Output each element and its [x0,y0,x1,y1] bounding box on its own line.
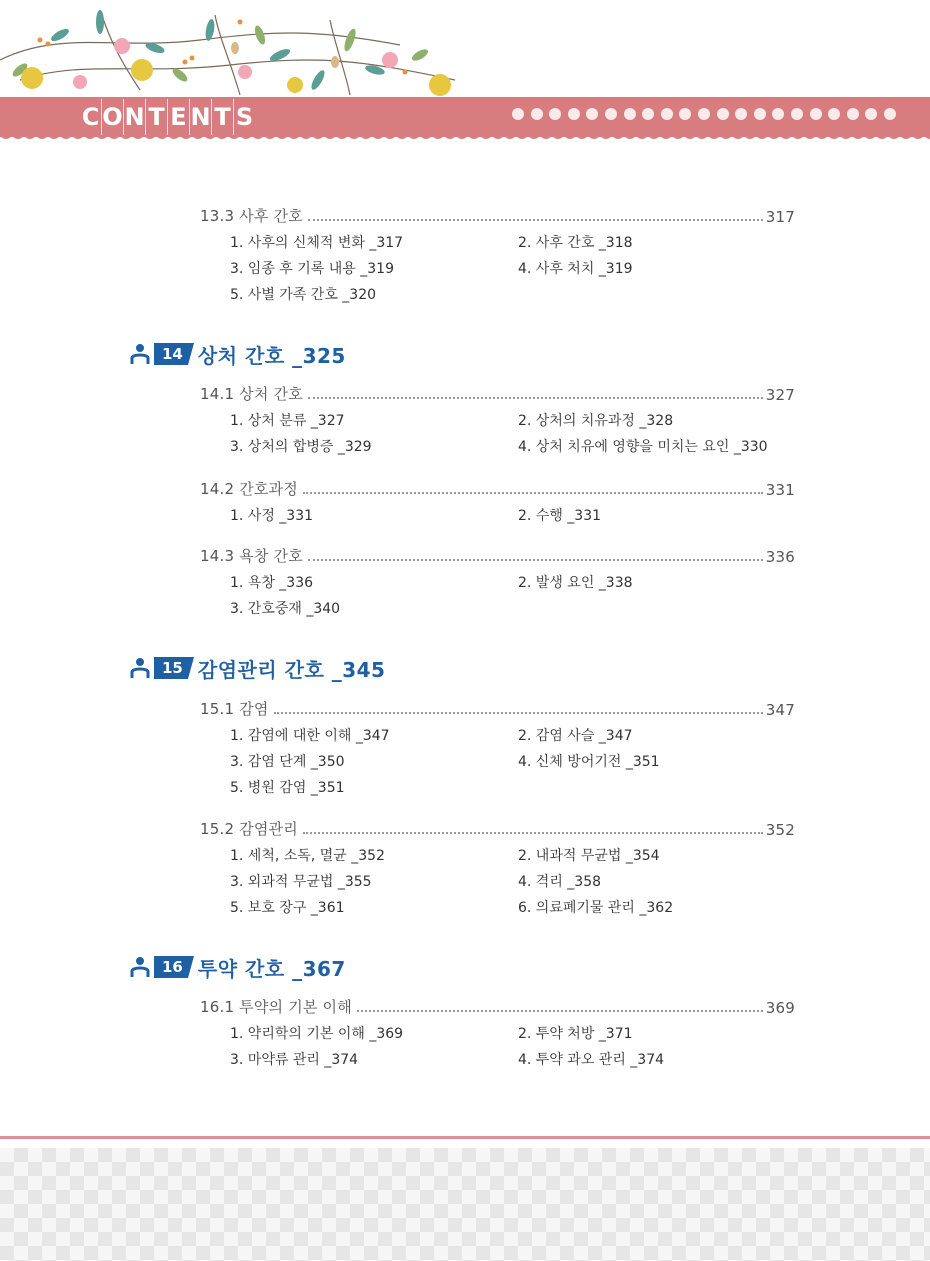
toc-item[interactable]: 2. 감염 사슬 _347 [518,728,633,744]
toc-section-15-2[interactable] [200,815,795,839]
section-title: 13.3 사후 간호 [200,207,303,225]
toc-item[interactable]: 3. 외과적 무균법 _355 [230,874,372,890]
contents-letter: C [81,103,100,131]
toc-item[interactable]: 4. 사후 처치 _319 [518,261,633,277]
banner-dot [586,108,598,120]
toc-section-15-1[interactable] [200,695,795,719]
banner-dot [847,108,859,120]
banner-dot [624,108,636,120]
dot-leader [357,1010,763,1012]
chapter-title: 상처 간호 _325 [197,343,346,368]
contents-letter: E [167,99,189,135]
banner-dot [512,108,524,120]
toc-section-16-1[interactable] [200,993,795,1017]
dot-leader [303,832,763,834]
banner-dot [661,108,673,120]
toc-item[interactable]: 4. 투약 과오 관리 _374 [518,1052,665,1068]
banner-dot [698,108,710,120]
toc-item[interactable]: 1. 사정 _331 [230,508,314,524]
contents-letter: N [123,99,145,135]
toc-item[interactable]: 1. 세척, 소독, 멸균 _352 [230,848,385,864]
section-title: 15.1 감염 [200,700,269,718]
chapter-number-badge: 14 [154,343,188,365]
banner-dot [717,108,729,120]
toc-item[interactable]: 2. 상처의 치유과정 _328 [518,413,674,429]
section-page-number: 352 [765,821,795,839]
banner-dot [531,108,543,120]
banner-dot [865,108,877,120]
toc-item[interactable]: 2. 내과적 무균법 _354 [518,848,660,864]
chapter-title: 감염관리 간호 _345 [197,657,386,682]
banner-dot [772,108,784,120]
contents-letter: T [145,99,167,135]
banner-dot [679,108,691,120]
person-icon [130,657,150,679]
toc-item[interactable]: 4. 격리 _358 [518,874,602,890]
contents-letter: O [101,99,123,135]
section-title: 14.1 상처 간호 [200,385,303,403]
section-title: 16.1 투약의 기본 이해 [200,998,352,1016]
banner-dots [512,108,896,120]
banner-dot [735,108,747,120]
dot-leader [308,559,763,561]
toc-item[interactable]: 5. 사별 가족 간호 _320 [230,287,377,303]
section-title: 14.2 간호과정 [200,480,298,498]
section-page-number: 327 [765,386,795,404]
dot-leader [303,492,763,494]
toc-section-13-3[interactable] [200,202,795,226]
footer-checker-pattern [0,1148,930,1261]
contents-letter: T [211,99,233,135]
toc-item[interactable]: 3. 상처의 합병증 _329 [230,439,372,455]
person-icon [130,956,150,978]
toc-item[interactable]: 5. 보호 장구 _361 [230,900,345,916]
chapter-15-heading[interactable] [130,655,385,681]
banner-dot [828,108,840,120]
section-title: 15.2 감염관리 [200,820,298,838]
toc-section-14-3[interactable] [200,542,795,566]
person-icon [130,343,150,365]
section-page-number: 317 [765,208,795,226]
floral-decoration [0,0,470,100]
dot-leader [274,712,763,714]
section-page-number: 369 [765,999,795,1017]
section-page-number: 331 [765,481,795,499]
toc-item[interactable]: 2. 투약 처방 _371 [518,1026,633,1042]
banner-dot [568,108,580,120]
toc-item[interactable]: 1. 감염에 대한 이해 _347 [230,728,390,744]
banner-dot [810,108,822,120]
toc-item[interactable]: 3. 마약류 관리 _374 [230,1052,359,1068]
toc-item[interactable]: 4. 상처 치유에 영향을 미치는 요인 _330 [518,439,768,455]
toc-item[interactable]: 6. 의료폐기물 관리 _362 [518,900,674,916]
toc-item[interactable]: 2. 수행 _331 [518,508,602,524]
contents-letter: N [189,99,211,135]
banner-dot [605,108,617,120]
footer-divider [0,1136,930,1139]
dot-leader [308,219,763,221]
contents-letter: S [233,99,255,135]
section-title: 14.3 욕창 간호 [200,547,303,565]
toc-item[interactable]: 1. 상처 분류 _327 [230,413,345,429]
dot-leader [308,397,763,399]
toc-item[interactable]: 1. 욕창 _336 [230,575,314,591]
chapter-title: 투약 간호 _367 [197,956,346,981]
toc-item[interactable]: 5. 병원 감염 _351 [230,780,345,796]
toc-item[interactable]: 4. 신체 방어기전 _351 [518,754,660,770]
chapter-14-heading[interactable] [130,341,346,367]
toc-item[interactable]: 3. 감염 단계 _350 [230,754,345,770]
toc-item[interactable]: 1. 사후의 신체적 변화 _317 [230,235,404,251]
section-page-number: 347 [765,701,795,719]
chapter-number-badge: 16 [154,956,188,978]
toc-section-14-2[interactable] [200,475,795,499]
section-page-number: 336 [765,548,795,566]
toc-item[interactable]: 3. 임종 후 기록 내용 _319 [230,261,394,277]
contents-title [80,99,255,135]
chapter-16-heading[interactable] [130,954,346,980]
toc-item[interactable]: 3. 간호중재 _340 [230,601,341,617]
banner-dot [884,108,896,120]
banner-dot [642,108,654,120]
toc-section-14-1[interactable] [200,380,795,404]
banner-dot [549,108,561,120]
toc-item[interactable]: 2. 발생 요인 _338 [518,575,633,591]
toc-item[interactable]: 2. 사후 간호 _318 [518,235,633,251]
chapter-number-badge: 15 [154,657,188,679]
banner-dot [754,108,766,120]
banner-dot [791,108,803,120]
toc-item[interactable]: 1. 약리학의 기본 이해 _369 [230,1026,404,1042]
